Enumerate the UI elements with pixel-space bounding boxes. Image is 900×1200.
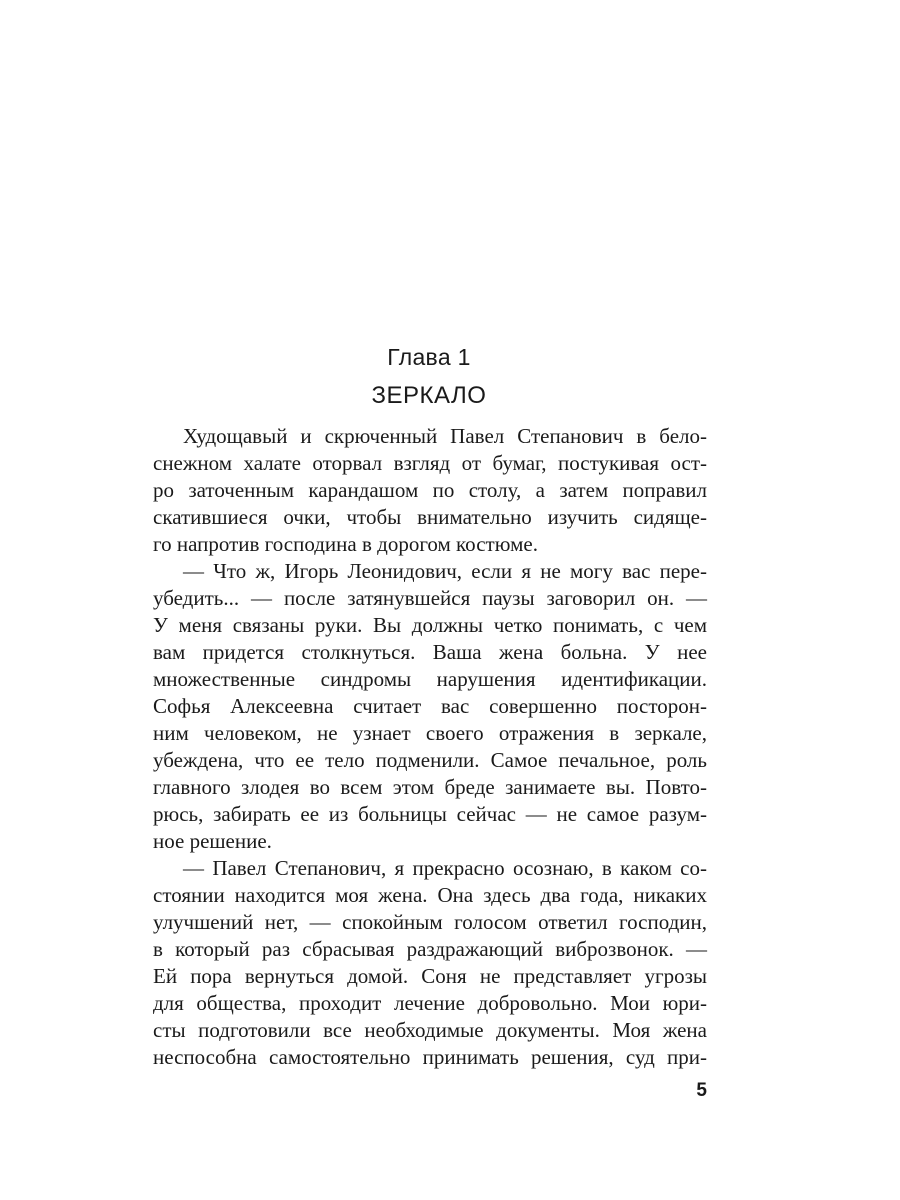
text-line: ним человеком, не узнает своего отражения в зеркале,: [153, 721, 707, 745]
text-line: неспособна самостоятельно принимать решения, суд при-: [153, 1045, 707, 1069]
text-line: ро заточенным карандашом по столу, а затем поправил: [153, 478, 707, 502]
text-line: множественные синдромы нарушения идентификации.: [153, 667, 707, 691]
text-line: убеждена, что ее тело подменили. Самое печальное, роль: [153, 748, 707, 772]
text-line: ное решение.: [153, 829, 272, 853]
text-line: У меня связаны руки. Вы должны четко понимать, с чем: [153, 613, 707, 637]
paragraph: [153, 558, 707, 855]
text-line: — Что ж, Игорь Леонидович, если я не могу вас пере-: [183, 559, 707, 583]
text-line: Ей пора вернуться домой. Соня не представляет угрозы: [153, 964, 707, 988]
text-line: рюсь, забирать ее из больницы сейчас — не самое разум-: [153, 802, 707, 826]
text-line: сты подготовили все необходимые документы. Моя жена: [153, 1018, 707, 1042]
text-line: для общества, проходит лечение добровольно. Мои юри-: [153, 991, 707, 1015]
chapter-number: Глава 1: [387, 344, 471, 370]
text-line: убедить... — после затянувшейся паузы заговорил он. —: [153, 586, 707, 610]
text-line: снежном халате оторвал взгляд от бумаг, постукивая ост-: [153, 451, 707, 475]
text-line: в который раз сбрасывая раздражающий виброзвонок. —: [153, 937, 707, 961]
chapter-title: ЗЕРКАЛО: [371, 382, 487, 409]
text-line: стоянии находится моя жена. Она здесь два года, никаких: [153, 883, 707, 907]
text-line: главного злодея во всем этом бреде занимаете вы. Повто-: [153, 775, 707, 799]
text-line: скатившиеся очки, чтобы внимательно изучить сидяще-: [153, 505, 707, 529]
body-text: [153, 423, 707, 1071]
text-line: го напротив господина в дорогом костюме.: [153, 532, 538, 556]
paragraph: [153, 855, 707, 1071]
paragraph: [153, 423, 707, 558]
text-line: улучшений нет, — спокойным голосом ответил господин,: [153, 910, 707, 934]
text-line: Худощавый и скрюченный Павел Степанович в бело-: [183, 424, 707, 448]
page-number: 5: [696, 1080, 707, 1101]
text-line: Софья Алексеевна считает вас совершенно посторон-: [153, 694, 707, 718]
text-line: вам придется столкнуться. Ваша жена больна. У нее: [153, 640, 707, 664]
text-line: — Павел Степанович, я прекрасно осознаю, в каком со-: [183, 856, 707, 880]
